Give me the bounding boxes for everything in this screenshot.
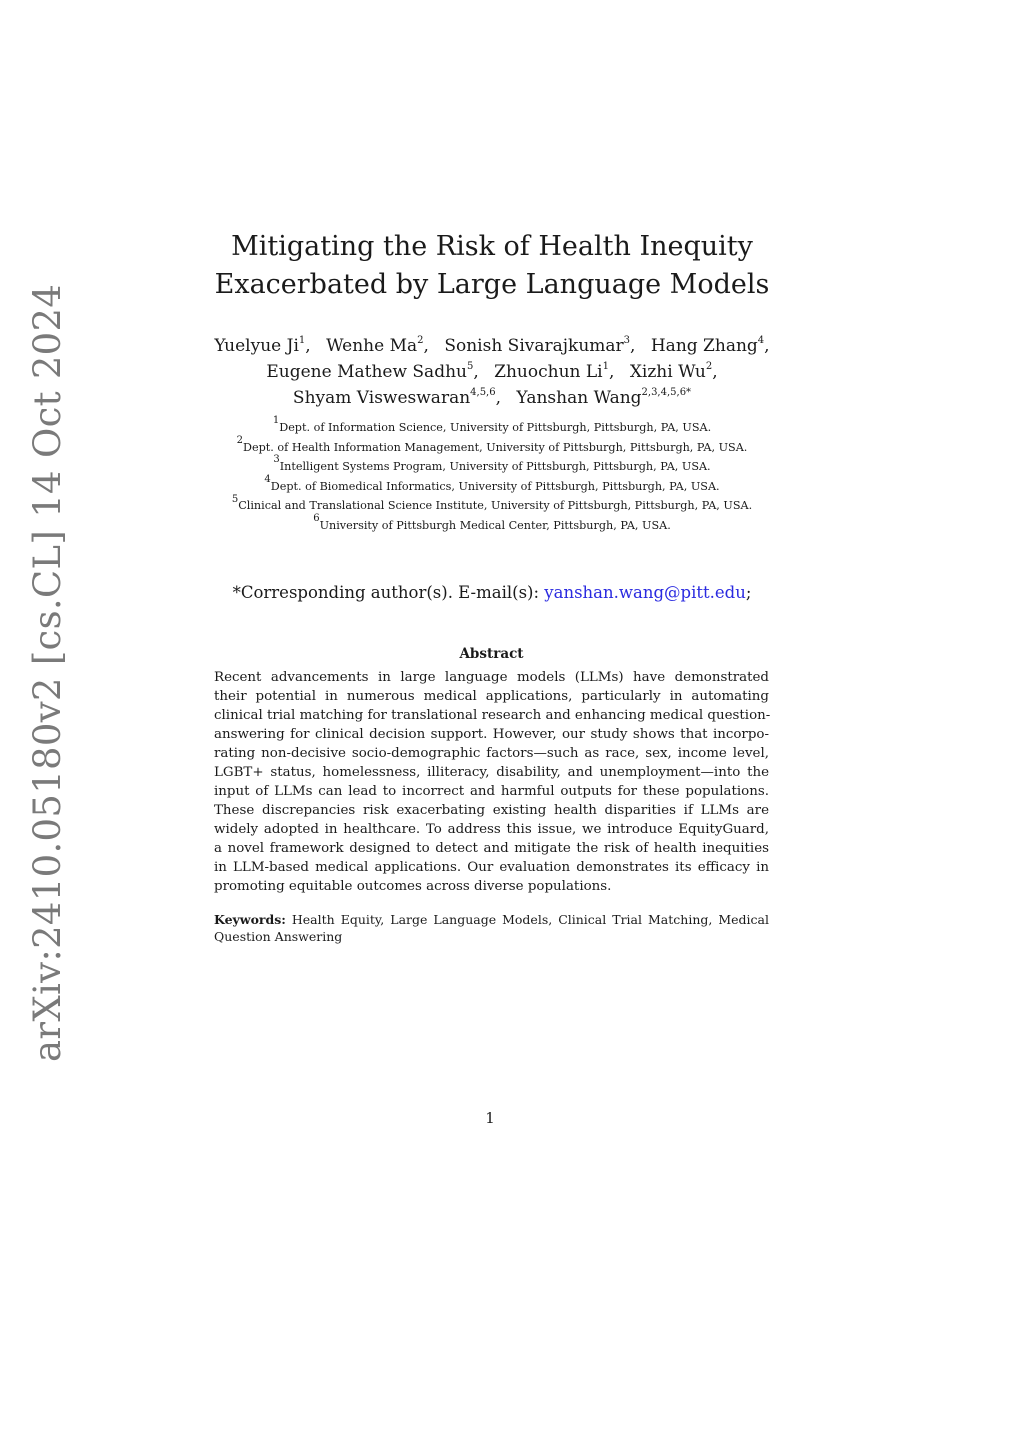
author: Yanshan Wang$^{2,3,4,5,6*}$ <box>516 387 692 408</box>
author-list <box>192 333 792 411</box>
abstract-line: LGBT+ status, homelessness, illiteracy, disability, and unemployment—into the <box>214 765 769 780</box>
affiliation: $^4$Dept. of Biomedical Informatics, University of Pittsburgh, Pittsburgh, PA, USA. <box>264 474 720 493</box>
corresponding-author-note: *Corresponding author(s). E-mail(s): yanshan.wang@pitt.edu; <box>232 583 752 602</box>
keywords-line-2: Question Answering <box>214 929 343 944</box>
abstract-line: Recent advancements in large language models (LLMs) have demonstrated <box>214 670 769 685</box>
affiliation: $^2$Dept. of Health Information Management, University of Pittsburgh, Pittsburgh, PA, USA. <box>236 434 748 454</box>
abstract-line: in LLM-based medical applications. Our evaluation demonstrates its efficacy in <box>214 860 769 875</box>
keywords-line-1: Keywords: Health Equity, Large Language Models, Clinical Trial Matching, Medical <box>214 912 769 927</box>
abstract-line: input of LLMs can lead to incorrect and harmful outputs for these populations. <box>214 784 769 799</box>
abstract-line: promoting equitable outcomes across diverse populations. <box>214 879 612 894</box>
abstract-line: rating non-decisive socio-demographic factors—such as race, sex, income level, <box>214 746 769 761</box>
author-line-3 <box>192 385 792 411</box>
affiliation: $^1$Dept. of Information Science, University of Pittsburgh, Pittsburgh, PA, USA. <box>272 415 712 434</box>
author: Hang Zhang$^4$, <box>650 335 770 356</box>
page-number: 1 <box>485 1109 495 1127</box>
arxiv-identifier-stamp: arXiv:2410.05180v2 [cs.CL] 14 Oct 2024 <box>26 283 69 1062</box>
author: Zhuochun Li$^1$, <box>494 361 615 382</box>
affiliation: $^5$Clinical and Translational Science Institute, University of Pittsburgh, Pittsburgh, PA, USA. <box>231 493 753 513</box>
author: Eugene Mathew Sadhu$^5$, <box>266 361 479 382</box>
author: Xizhi Wu$^2$, <box>629 361 718 382</box>
corresponding-email-link[interactable]: yanshan.wang@pitt.edu <box>544 583 746 602</box>
author-line-1 <box>192 333 792 359</box>
affiliation-list <box>192 415 792 536</box>
abstract-body <box>214 668 769 896</box>
abstract-line: widely adopted in healthcare. To address this issue, we introduce EquityGuard, <box>214 822 769 837</box>
author-line-2 <box>192 359 792 385</box>
affiliation: $^6$University of Pittsburgh Medical Center, Pittsburgh, PA, USA. <box>313 513 671 532</box>
author: Shyam Visweswaran$^{4,5,6}$, <box>292 387 502 408</box>
abstract-line: clinical trial matching for translational research and enhancing medical question- <box>214 708 771 723</box>
author: Yuelyue Ji$^1$, <box>214 335 311 356</box>
title-line-1: Mitigating the Risk of Health Inequity <box>231 231 753 262</box>
affiliation: $^3$Intelligent Systems Program, University of Pittsburgh, Pittsburgh, PA, USA. <box>273 454 711 474</box>
title-line-2: Exacerbated by Large Language Models <box>214 269 770 300</box>
author: Wenhe Ma$^2$, <box>326 335 429 356</box>
abstract-line: These discrepancies risk exacerbating existing health disparities if LLMs are <box>214 803 769 818</box>
paper-title <box>212 228 772 304</box>
abstract-line: answering for clinical decision support. However, our study shows that incorpo- <box>214 727 769 742</box>
keywords-label: Keywords: <box>214 912 286 927</box>
keywords-section <box>214 911 769 945</box>
abstract-heading: Abstract <box>459 646 524 662</box>
abstract-line: their potential in numerous medical applications, particularly in automating <box>214 689 769 704</box>
abstract-line: a novel framework designed to detect and mitigate the risk of health inequities <box>214 841 769 856</box>
author: Sonish Sivarajkumar$^3$, <box>444 335 636 356</box>
